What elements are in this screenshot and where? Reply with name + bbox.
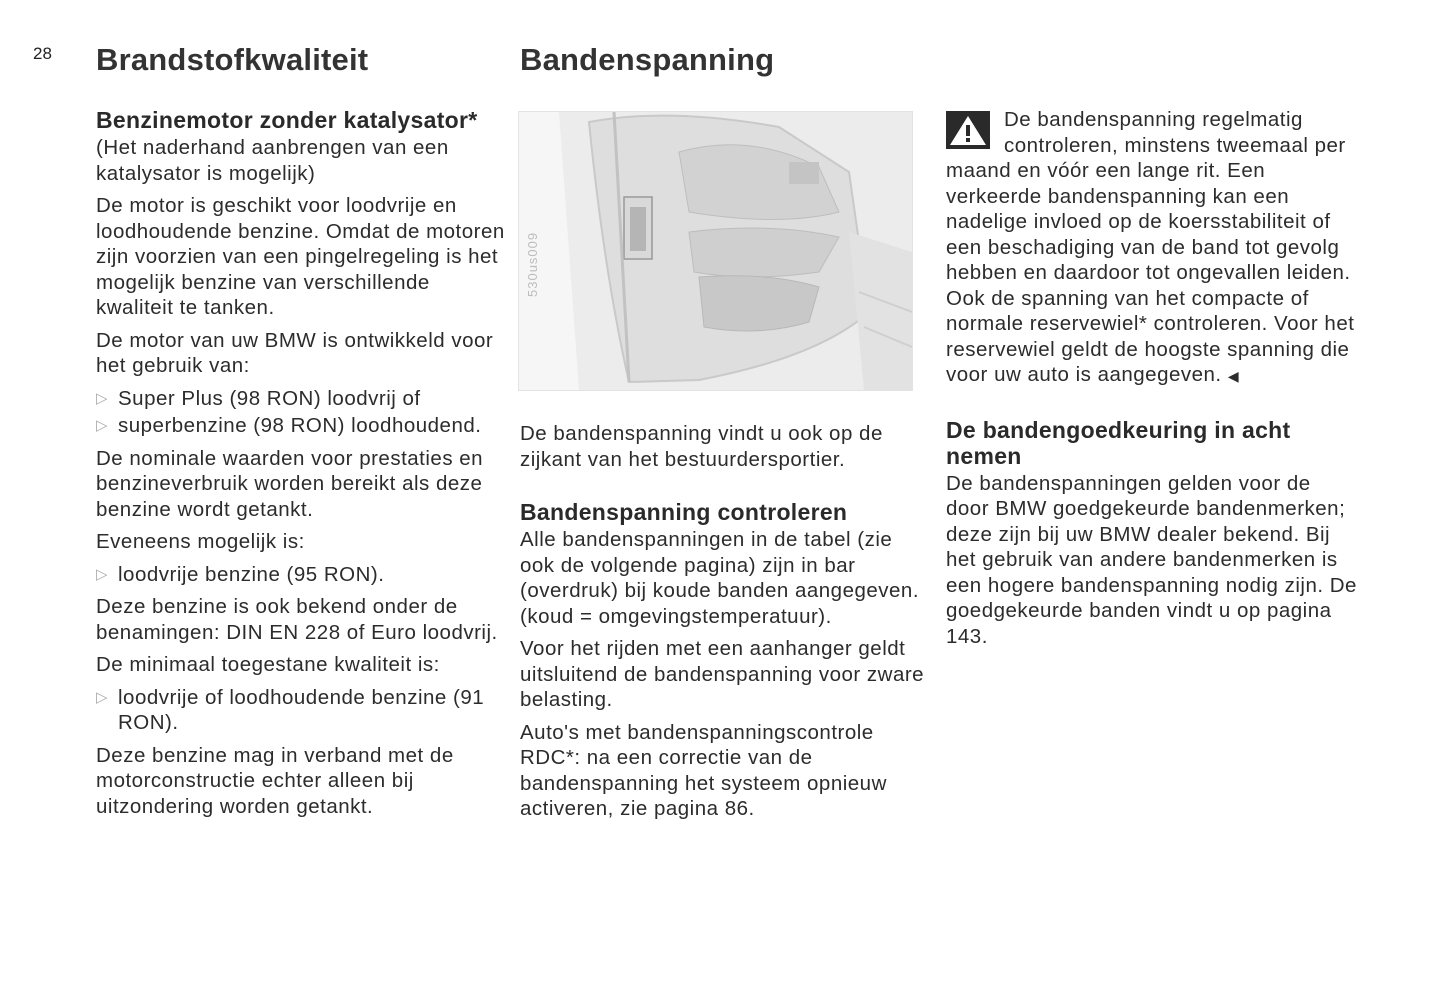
triangle-bullet-icon: ▷ [96, 389, 109, 407]
list-item: ▷ superbenzine (98 RON) loodhoudend. [96, 414, 482, 437]
section-heading: Bandenspanning controleren [520, 499, 848, 525]
middle-title: Bandenspanning [520, 42, 775, 77]
middle-column [520, 421, 925, 829]
figure-caption: De bandenspanning vindt u ook op de zijkant van het bestuurdersportier. [520, 422, 883, 471]
figure-code: 530us009 [525, 231, 540, 297]
left-paragraph: Deze benzine mag in verband met de motorconstructie echter alleen bij uitzondering worden getankt. [96, 743, 454, 818]
list-item: ▷ Super Plus (98 RON) loodvrij of [96, 386, 421, 410]
door-figure [518, 111, 913, 391]
triangle-bullet-icon: ▷ [96, 688, 109, 706]
warning-paragraph: Ook de spanning van het compacte of normale reservewiel* controleren. Voor het reservewiel geldt de hoogste spanning die voor uw auto is aangegeven. ◀ [946, 286, 1355, 386]
left-paragraph: Eveneens mogelijk is: [96, 530, 305, 553]
section-heading: De bandengoedkeuring in acht nemen [946, 416, 1291, 469]
left-column [96, 107, 506, 826]
end-mark-icon: ◀ [1227, 368, 1240, 384]
left-paragraph: Deze benzine is ook bekend onder de benamingen: DIN EN 228 of Euro loodvrij. [96, 595, 498, 644]
list-item: ▷ loodvrije of loodhoudende benzine (91 RON). [96, 685, 485, 734]
left-paragraph: De motor van uw BMW is ontwikkeld voor het gebruik van: [96, 328, 494, 377]
warning-paragraph: De bandenspanning regelmatig controleren, minstens tweemaal per maand en vóór een lange rit. Een verkeerde bandenspanning kan een nadelige invloed op de koersstabiliteit of een beschadiging van de band tot gevolg hebben en daardoor tot ongevallen leiden. [946, 108, 1351, 284]
left-paragraph: De minimaal toegestane kwaliteit is: [96, 653, 440, 676]
list-item: ▷ loodvrije benzine (95 RON). [96, 562, 385, 586]
left-paragraph: (Het naderhand aanbrengen van een katalysator is mogelijk) [96, 136, 449, 185]
left-subtitle: Benzinemotor zonder katalysator* [96, 107, 478, 133]
warning-icon [946, 111, 990, 149]
middle-paragraph: (koud = omgevingstemperatuur). [520, 604, 832, 628]
left-paragraph: De nominale waarden voor prestaties en benzineverbruik worden bereikt als deze benzine wordt getankt. [96, 446, 484, 521]
left-paragraph: De motor is geschikt voor loodvrije en loodhoudende benzine. Omdat de motoren zijn voorzien van een pingelregeling is het mogelijk benzine van verschillende kwaliteit te tanken. [96, 194, 505, 319]
triangle-bullet-icon: ▷ [96, 417, 109, 434]
door-illustration [519, 112, 912, 390]
triangle-bullet-icon: ▷ [96, 565, 109, 583]
left-title: Brandstofkwaliteit [96, 42, 369, 77]
middle-paragraph: Auto's met bandenspanningscontrole RDC*: na een correctie van de bandenspanning het systeem opnieuw activeren, zie pagina 86. [520, 720, 887, 820]
middle-paragraph: Voor het rijden met een aanhanger geldt uitsluitend de bandenspanning voor zware belasting. [520, 637, 925, 711]
right-paragraph: De bandenspanningen gelden voor de door BMW goedgekeurde bandenmerken; deze zijn bij uw BMW dealer bekend. Bij het gebruik van andere bandenmerken is een hogere bandenspanning nodig zijn. De goedgekeurde banden vindt u op pagina 143. [946, 471, 1357, 648]
right-column [946, 107, 1358, 656]
middle-paragraph: Alle bandenspanningen in de tabel (zie ook de volgende pagina) zijn in bar (overdruk) bij koude banden aangegeven. [520, 528, 920, 602]
page-number: 28 [33, 44, 52, 63]
